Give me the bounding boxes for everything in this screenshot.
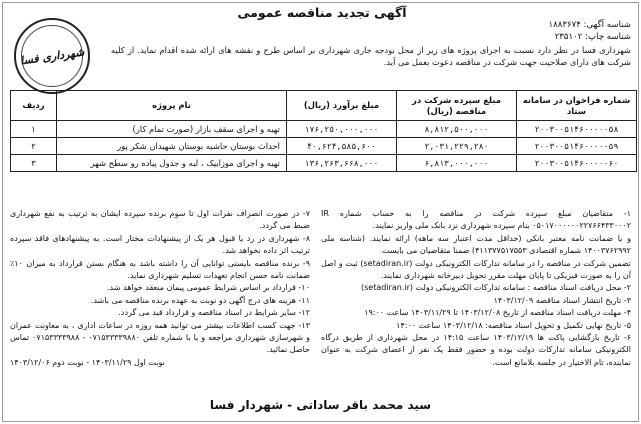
cell-deposit: ۸,۸۱۲,۵۰۰,۰۰۰ (397, 121, 517, 138)
table-row (11, 121, 637, 138)
cell-deposit: ۶,۸۱۳,۰۰۰,۰۰۰ (397, 155, 517, 172)
condition-item: ۱- متقاضیان مبلغ سپرده شرکت در مناقصه را به حساب شماره IR ۰۵۰۱۷۰۰۰۰۰۰۲۲۷۶۶۴۳۳۰۰۰۲ بنام سپرده شهرداری نزد بانک ملی واریز نمایند. (321, 209, 631, 231)
condition-item: ۲- محل دریافت اسناد مناقصه : سامانه تدارکات الکترونیکی دولت (setadiran.ir) (361, 283, 631, 293)
mayor-signature: سید محمد باقر ساداتی - شهردار فسا (209, 398, 432, 412)
header-project: نام پروژه (57, 91, 287, 121)
condition-item: ۴- مهلت دریافت اسناد مناقصه از تاریخ ۱۴۰۳/۱۲/۰۸ تا ۱۴۰۳/۱۱/۲۹ ساعت ۱۹:۰۰ (364, 308, 631, 318)
condition-item: ۱۱- هزینه های درج آگهی دو نوبت به عهده برنده مناقصه می باشد. (90, 295, 310, 305)
condition-item: ۷- در صورت انصراف نفرات اول تا سوم برنده سپرده ایشان به ترتیب به نفع شهرداری ضبط می گردد. (10, 209, 310, 231)
tender-notice (2, 2, 639, 422)
condition-item: ۹- برنده مناقصه بایستی توانایی آن را داشته باشد به هنگام بستن قرارداد به میزان ۱۰٪ ضمانت نامه حسن انجام تعهدات تسلیم شهرداری نماید. (10, 258, 310, 281)
header-row: ردیف (11, 91, 57, 121)
cell-call-no: ۲۰۰۳۰۰۵۱۴۶۰۰۰۰۰۶۰ (517, 155, 637, 172)
cell-row: ۲ (11, 138, 57, 155)
conditions-left-column (10, 208, 310, 369)
cell-project: تهیه و اجرای سقف بازار (صورت تمام کار) (57, 121, 287, 138)
table-row (11, 138, 637, 155)
table-row (11, 155, 637, 172)
condition-item: ۸- شهرداری در رد یا قبول هر یک از پیشنهادات مختار است. به پیشنهادهای فاقد سپرده ترتیب اثر داده نخواهد شد. (10, 233, 310, 256)
cell-estimate: ۱۷۶,۲۵۰,۰۰۰,۰۰۰ (287, 121, 397, 138)
condition-item: ۶- تاریخ بازگشایی پاکت ها ۱۴۰۳/۱۲/۱۹ ساعت ۱۴:۱۵ در محل شهرداری از طریق درگاه الکترونیکی سامانه تدارکات دولت بوده و حضور فقط یک نفر از اعضای شرکت به عنوان نماینده، تام الاختیار در جلسه بلامانع است. (321, 333, 631, 367)
cell-call-no: ۲۰۰۳۰۰۵۱۴۶۰۰۰۰۰۵۹ (517, 138, 637, 155)
publish-dates: نوبت اول ۱۴۰۳/۱۱/۲۹ - نوبت دوم ۱۴۰۳/۱۲/۰۶ (10, 357, 165, 367)
cell-deposit: ۲,۰۳۱,۲۲۹,۲۸۰ (397, 138, 517, 155)
cell-row: ۳ (11, 155, 57, 172)
cell-estimate: ۱۳۶,۲۶۳,۶۶۸,۰۰۰ (287, 155, 397, 172)
cell-estimate: ۴۰,۶۲۴,۵۸۵,۶۰۰ (287, 138, 397, 155)
notice-title: آگهی تجدید مناقصه عمومی (237, 5, 407, 20)
table-header-row (11, 91, 637, 121)
cell-project: احداث بوستان حاشیه بوستان شهیدان شکر پور (57, 138, 287, 155)
condition-item: ۱۳- جهت کسب اطلاعات بیشتر می توانید همه روزه در ساعات اداری ، به معاونت عمران و شهرسازی شهرداری مراجعه و یا با شماره تلفن ۰۷۱۵۳۳۳۳۹۸۸۰ - ۰۷۱۵۳۳۳۳۹۸۸ تماس حاصل نمائید. (10, 320, 310, 355)
condition-item: ۵- تاریخ نهایی تکمیل و تحویل اسناد مناقصه: ۱۴۰۳/۱۲/۱۸ ساعت ۱۴:۰۰ (396, 320, 631, 330)
condition-item: ۳- تاریخ انتشار اسناد مناقصه ۱۴۰۳/۱۲/۰۹ (493, 295, 631, 305)
ad-id: شناسه آگهی: ۱۸۸۳۶۷۴ (548, 20, 631, 30)
cell-call-no: ۲۰۰۳۰۰۵۱۴۶۰۰۰۰۰۵۸ (517, 121, 637, 138)
header-deposit: مبلغ سپرده شرکت در مناقصه (ریال) (397, 91, 517, 121)
cell-row: ۱ (11, 121, 57, 138)
intro-paragraph: شهرداری فسا در نظر دارد نسبت به اجرای پروژه های زیر از محل بودجه جاری شهرداری بر اساس طرح و نقشه های ارائه شده اقدام نماید. از کلیه شرکت های دارای صلاحیت جهت شرکت در مناقصه دعوت بعمل می آید. (111, 45, 631, 67)
header-estimate: مبلغ برآورد (ریال) (287, 91, 397, 121)
municipality-seal-logo (14, 18, 90, 94)
condition-item: ۱۲- سایر شرایط در اسناد مناقصه و قرارداد قید می گردد. (118, 308, 310, 318)
cell-project: تهیه و اجرای موزاییک ، لبه و جدول پیاده رو سطح شهر (57, 155, 287, 172)
conditions-right-column (321, 208, 631, 369)
tender-table (10, 90, 637, 172)
condition-item: تضمین شرکت در مناقصه را در سامانه تدارکات الکترونیکی دولت (setadiran.ir) ثبت و اصل آن را به صورت فیزیکی تا پایان مهلت مقرر تحویل دبیرخانه شهرداری نمایند. (321, 258, 631, 281)
header-call-no: شماره فراخوان در سامانه ستاد (517, 91, 637, 121)
condition-item: و یا ضمانت نامه معتبر بانکی (حداقل مدت اعتبار سه ماهه) ارائه نمایند. (شناسه ملی ۱۴۰۰۳۷۶۲۹۹۲ شماره اقتصادی ۴۱۱۳۷۷۵۱۷۵۵۳) ضمنا متقاضیان می بایست (321, 233, 631, 256)
condition-item: ۱۰- قرارداد بر اساس شرایط عمومی پیمان منعقد خواهد شد. (107, 283, 310, 293)
print-id: شناسه چاپ: ۲۳۵۱۰۲ (554, 32, 631, 42)
seal-text: شهرداری فسا (19, 45, 85, 67)
